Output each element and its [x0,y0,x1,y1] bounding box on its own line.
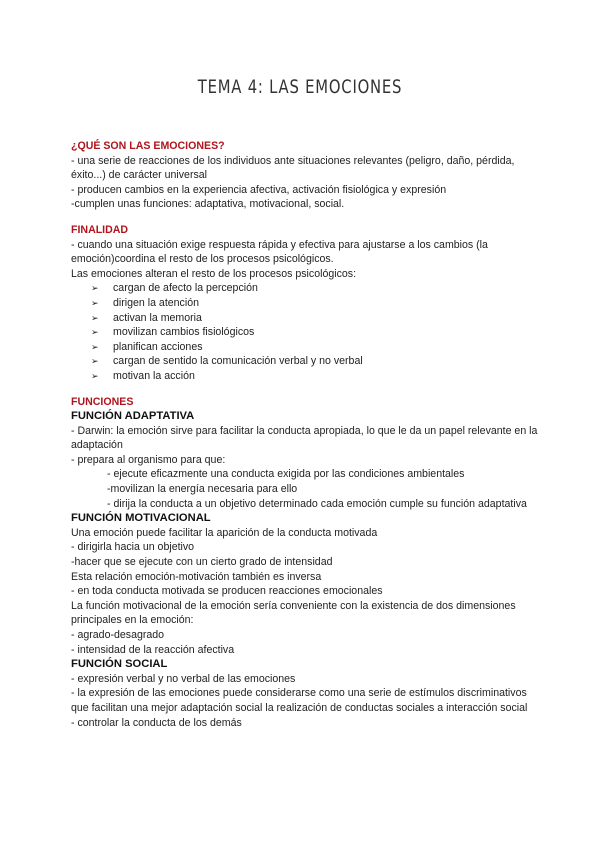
paragraph-line: - ejecute eficazmente una conducta exigida por las condiciones ambientales [107,468,465,481]
list-item: ➢ planifican acciones [91,340,203,353]
paragraph-line: - intensidad de la reacción afectiva [71,643,235,656]
paragraph-line: - Darwin: la emoción sirve para facilitar la conducta apropiada, lo que le da un papel relevante en la adaptación [71,424,538,452]
arrow-bullet-icon: ➢ [91,297,99,308]
arrow-bullet-icon: ➢ [91,283,99,294]
document-body [71,139,541,730]
subheading-funcion-motivacional: FUNCIÓN MOTIVACIONAL [71,512,211,525]
subheading-funcion-social: FUNCIÓN SOCIAL [71,658,168,671]
subheading-funcion-adaptativa: FUNCIÓN ADAPTATIVA [71,410,195,423]
paragraph-line: - dirigirla hacia un objetivo [71,541,195,554]
arrow-bullet-icon: ➢ [91,312,99,323]
paragraph-line: - producen cambios en la experiencia afectiva, activación fisiológica y expresión [71,183,447,196]
page-title: TEMA 4: LAS EMOCIONES [197,76,403,98]
bullet-list [71,281,541,383]
list-item: ➢ activan la memoria [91,311,202,324]
section-heading-finalidad: FINALIDAD [71,223,129,236]
paragraph-line: Las emociones alteran el resto de los procesos psicológicos: [71,267,357,280]
paragraph-line: - agrado-desagrado [71,629,165,641]
paragraph-line: - expresión verbal y no verbal de las emociones [71,672,296,685]
paragraph-line: - una serie de reacciones de los individuos ante situaciones relevantes (peligro, daño, pérdida, éxito...) de carácter universal [71,154,515,182]
section-heading-funciones: FUNCIONES [71,395,134,408]
paragraph-line: -hacer que se ejecute con un cierto grado de intensidad [71,556,333,569]
paragraph-line: -movilizan la energía necesaria para ello [107,483,298,496]
arrow-bullet-icon: ➢ [91,341,99,352]
paragraph-line: - en toda conducta motivada se producen reacciones emocionales [71,585,383,598]
paragraph-line: - controlar la conducta de los demás [71,716,242,729]
list-item: ➢ dirigen la atención [91,296,199,309]
list-item: ➢ cargan de afecto la percepción [91,282,258,295]
arrow-bullet-icon: ➢ [91,356,99,367]
section-heading-que-son: ¿QUÉ SON LAS EMOCIONES? [71,140,225,152]
list-item: ➢ motivan la acción [91,369,195,382]
arrow-bullet-icon: ➢ [91,327,99,338]
paragraph-line: Esta relación emoción-motivación también es inversa [71,570,322,583]
arrow-bullet-icon: ➢ [91,370,99,381]
list-item: ➢ movilizan cambios fisiológicos [91,326,255,339]
paragraph-line: - dirija la conducta a un objetivo determinado cada emoción cumple su función adaptativa [107,497,527,510]
paragraph-line: Una emoción puede facilitar la aparición de la conducta motivada [71,526,378,539]
paragraph-line: La función motivacional de la emoción sería conveniente con la existencia de dos dimensiones principales en la emoción: [71,599,516,627]
paragraph-line: - cuando una situación exige respuesta rápida y efectiva para ajustarse a los cambios (la emoción)coordina el resto de los procesos psicológicos. [71,238,488,266]
paragraph-line: - la expresión de las emociones puede considerarse como una serie de estímulos discriminativos que facilitan una mejor adaptación social la realización de conductas sociales a interacción social [71,687,528,714]
paragraph-line: - prepara al organismo para que: [71,453,226,466]
list-item: ➢ cargan de sentido la comunicación verbal y no verbal [91,355,363,368]
paragraph-line: -cumplen unas funciones: adaptativa, motivacional, social. [71,198,345,211]
